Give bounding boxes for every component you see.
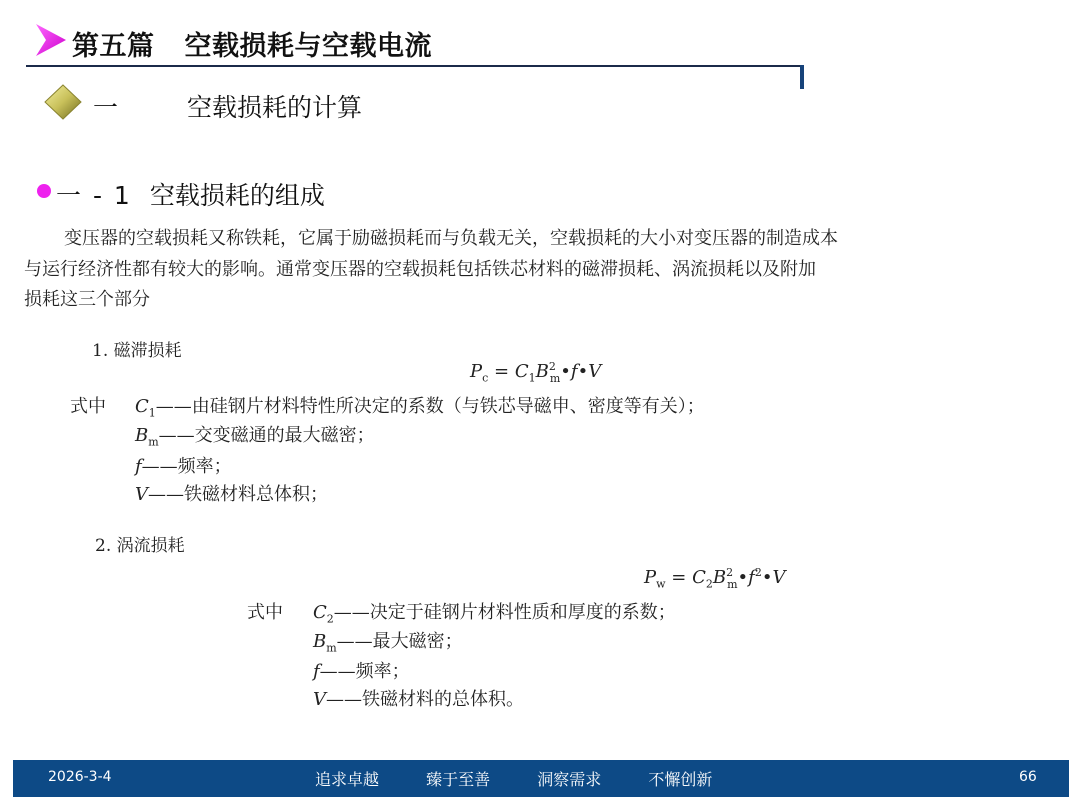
definition-row: f——频率；: [135, 456, 232, 477]
definition-row: V——铁磁材料总体积；: [135, 484, 328, 505]
section-title: 空载损耗的计算: [187, 93, 363, 122]
definition-row: $C_1——$由硅钢片材料特性所决定的系数（与铁芯导磁申、密度等有关）；: [135, 396, 705, 420]
eddy-heading: 2. 涡流损耗: [95, 536, 185, 556]
eddy-where: 式中: [247, 602, 283, 623]
diamond-icon: [44, 84, 82, 120]
definition-row: $B_m——$交变磁通的最大磁密；: [135, 425, 375, 449]
motto: 洞察需求: [537, 770, 602, 789]
paragraph-line: 变压器的空载损耗又称铁耗，它属于励磁损耗而与负载无关，空载损耗的大小对变压器的制造成本: [64, 228, 838, 249]
motto: 追求卓越: [315, 770, 380, 789]
hysteresis-formula: $P_c$ = $C_1B^2_m•f•V$: [470, 360, 602, 385]
motto: 不懈创新: [648, 770, 713, 789]
footer-date: 2026-3-4: [48, 769, 112, 785]
page-number: 66: [1019, 769, 1037, 785]
page-title: 第五篇 空载损耗与空载电流: [72, 31, 432, 62]
definition-row: $B_m——$最大磁密；: [313, 631, 463, 655]
subsection-heading: 一 - 1 空载损耗的组成: [56, 181, 325, 210]
eddy-formula: $P_w$ = $C_2B^2_m•f^2•V$: [644, 566, 786, 591]
definition-row: f——频率；: [313, 661, 410, 682]
hysteresis-where: 式中: [70, 396, 106, 417]
footer-mottos: [315, 767, 754, 790]
footer-bar: [13, 760, 1069, 797]
section-number: 一: [93, 93, 119, 122]
hysteresis-heading: 1. 磁滞损耗: [92, 341, 182, 361]
paragraph-line: 损耗这三个部分: [24, 289, 150, 310]
arrowhead-icon: [34, 20, 68, 60]
definition-row: V——铁磁材料的总体积。: [313, 689, 524, 710]
definition-row: $C_2——$决定于硅钢片材料性质和厚度的系数；: [313, 602, 676, 626]
motto: 臻于至善: [426, 770, 491, 789]
title-rule: [26, 65, 802, 67]
dot-icon: [37, 184, 51, 198]
paragraph-line: 与运行经济性都有较大的影响。通常变压器的空载损耗包括铁芯材料的磁滞损耗、涡流损耗以及附加: [24, 258, 816, 280]
title-rule-tick: [800, 65, 804, 89]
body-paragraph: [24, 224, 964, 316]
